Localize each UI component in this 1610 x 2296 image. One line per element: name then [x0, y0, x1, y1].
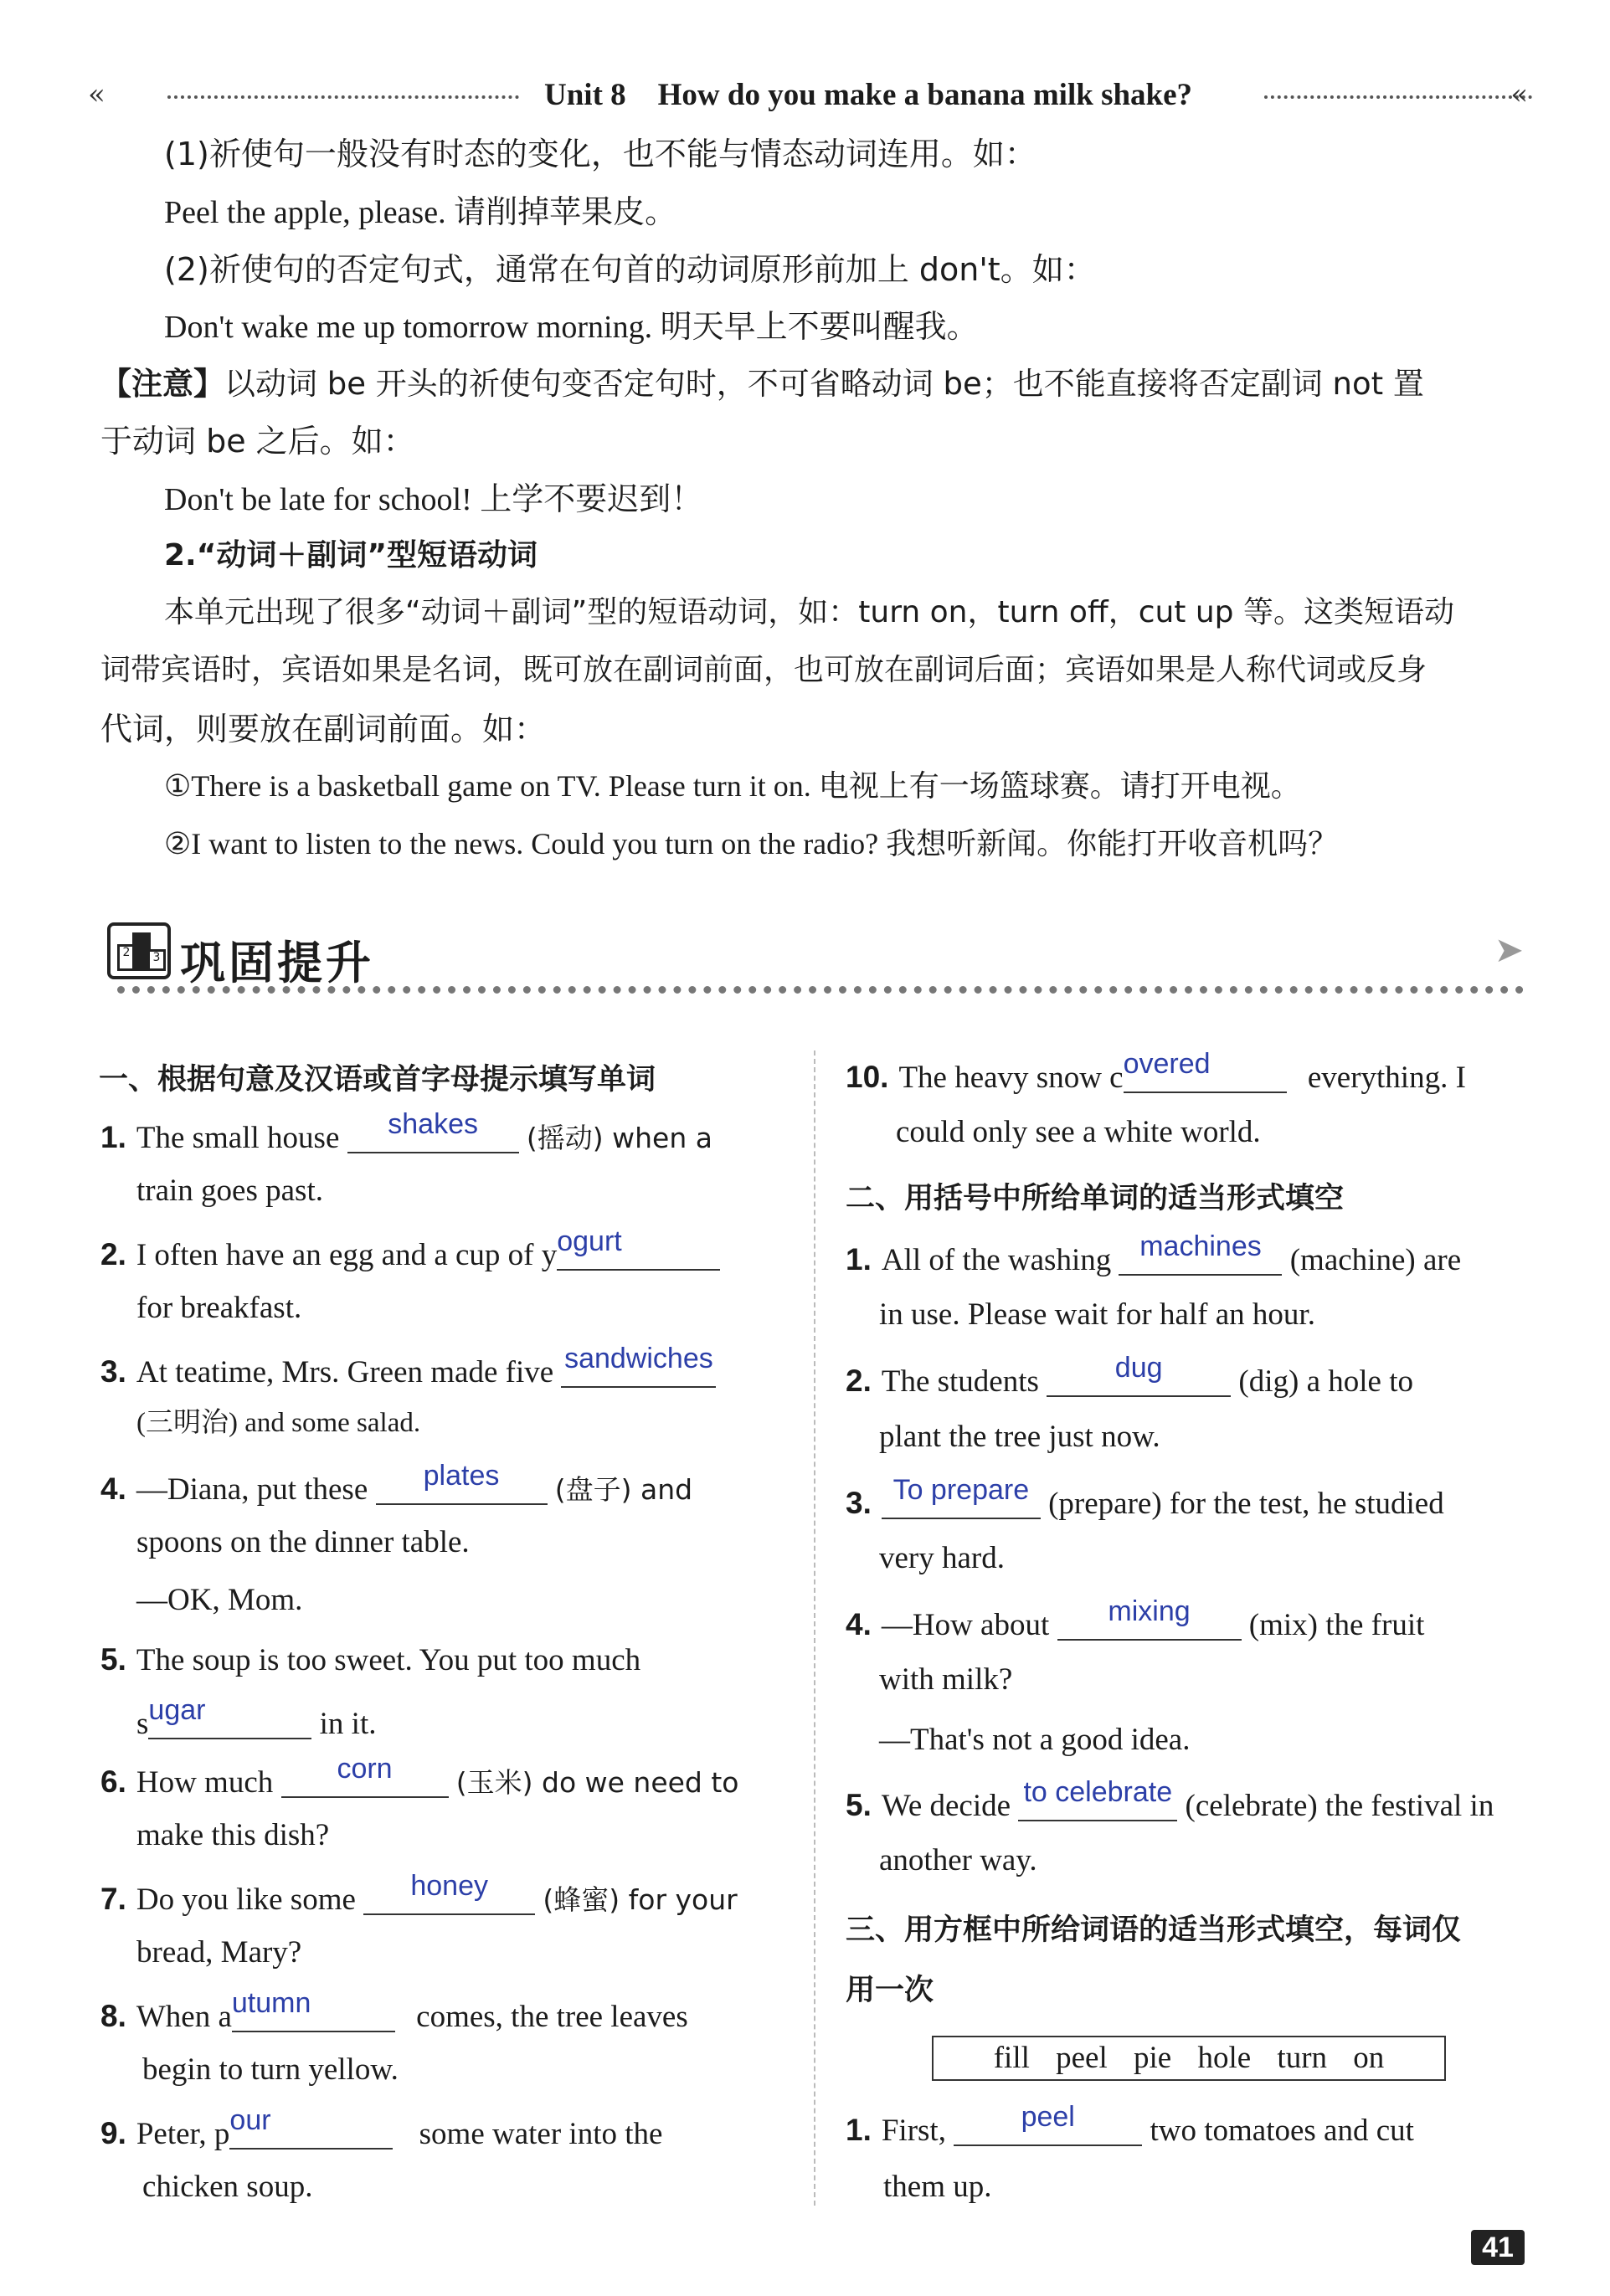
answer-blank[interactable]: our	[229, 2113, 393, 2150]
question-continuation: train goes past.	[136, 1174, 323, 1208]
question-continuation: —That's not a good idea.	[879, 1723, 1191, 1757]
double-chevron-left-icon: «	[88, 78, 105, 111]
note-line: Peel the apple, please. 请削掉苹果皮。	[164, 195, 677, 230]
question: 9. Peter, pour some water into the	[100, 2104, 663, 2151]
question-continuation: another way.	[879, 1843, 1037, 1877]
banner-dotted-rule	[117, 986, 1524, 994]
unit-title	[544, 77, 1192, 113]
header-dotted-rule	[1264, 95, 1532, 99]
page-header	[88, 74, 1528, 120]
answer-blank[interactable]: honey	[363, 1878, 535, 1915]
answer-blank[interactable]: shakes	[347, 1117, 519, 1153]
question-continuation: with milk?	[879, 1662, 1013, 1697]
answer-blank[interactable]: ogurt	[557, 1234, 720, 1271]
subheading: 2.“动词＋副词”型短语动词	[164, 538, 538, 573]
question-continuation: make this dish?	[136, 1818, 330, 1852]
answer-blank[interactable]: to celebrate	[1018, 1785, 1177, 1821]
answer-blank[interactable]: ugar	[148, 1703, 311, 1739]
question: 6. How much corn (玉米) do we need to	[100, 1753, 739, 1800]
question-continuation: spoons on the dinner table.	[136, 1525, 470, 1559]
question: 2. The students dug (dig) a hole to	[846, 1352, 1413, 1399]
question: 8. When autumn comes, the tree leaves	[100, 1987, 688, 2034]
answer-blank[interactable]: peel	[954, 2109, 1142, 2146]
answer-blank[interactable]: To prepare	[882, 1482, 1041, 1519]
note-line: 本单元出现了很多“动词＋副词”型的短语动词，如：turn on，turn off，cut up 等。这类短语动	[164, 595, 1454, 629]
question: 10. The heavy snow covered everything. I	[846, 1048, 1466, 1095]
example-line: ①There is a basketball game on TV. Please turn it on. 电视上有一场篮球赛。请打开电视。	[164, 769, 1301, 803]
note-line: 于动词 be 之后。如：	[100, 423, 415, 460]
double-chevron-left-icon: «	[1510, 78, 1528, 111]
question: 4. —Diana, put these plates (盘子) and	[100, 1460, 693, 1507]
section-heading: 一、根据句意及汉语或首字母提示填写单词	[99, 1063, 656, 1097]
answer-blank[interactable]: dug	[1047, 1360, 1231, 1397]
question-continuation: for breakfast.	[136, 1291, 302, 1325]
note-label: 【注意】	[100, 366, 224, 402]
question-continuation: —OK, Mom.	[136, 1583, 303, 1617]
note-line	[100, 366, 1424, 402]
note-text: 以动词 be 开头的祈使句变否定句时，不可省略动词 be；也不能直接将否定副词 not 置	[224, 366, 1424, 402]
example-line: ②I want to listen to the news. Could you turn on the radio? 我想听新闻。你能打开收音机吗？	[164, 827, 1339, 860]
answer-blank[interactable]: machines	[1119, 1239, 1282, 1276]
note-line: Don't be late for school! 上学不要迟到！	[164, 482, 703, 517]
answer-blank[interactable]: plates	[376, 1468, 548, 1505]
answer-blank[interactable]: sandwiches	[561, 1351, 716, 1388]
question: 5. We decide to celebrate (celebrate) the festival in	[846, 1776, 1494, 1823]
answer-blank[interactable]: overed	[1124, 1056, 1287, 1093]
question-continuation: begin to turn yellow.	[142, 2052, 399, 2087]
question: 1. The small house shakes (摇动) when a	[100, 1108, 712, 1155]
section-banner	[100, 921, 1524, 1000]
question-continuation: chicken soup.	[142, 2170, 313, 2204]
answer-blank[interactable]: utumn	[232, 1996, 395, 2032]
question-continuation: in use. Please wait for half an hour.	[879, 1297, 1315, 1332]
section-heading: 二、用括号中所给单词的适当形式填空	[846, 1182, 1345, 1215]
word-box: fill peel pie hole turn on	[932, 2036, 1446, 2081]
podium-step: 2	[117, 944, 136, 971]
question: 2. I often have an egg and a cup of yogurt	[100, 1234, 720, 1271]
note-line: (2)祈使句的否定句式，通常在句首的动词原形前加上 don't。如：	[164, 251, 1096, 288]
note-line: 词带宾语时，宾语如果是名词，既可放在副词前面，也可放在副词后面；宾语如果是人称代词或反身	[100, 653, 1427, 687]
question: 4. —How about mixing (mix) the fruit	[846, 1595, 1425, 1642]
question: 7. Do you like some honey (蜂蜜) for your	[100, 1870, 738, 1917]
question-continuation: bread, Mary?	[136, 1935, 302, 1970]
note-line: 代词，则要放在副词前面。如：	[100, 711, 547, 747]
question-continuation: plant the tree just now.	[879, 1420, 1160, 1454]
section-heading: 用一次	[846, 1974, 934, 2007]
question: 1. All of the washing machines (machine) are	[846, 1230, 1462, 1277]
note-line: Don't wake me up tomorrow morning. 明天早上不要叫醒我。	[164, 310, 979, 345]
question: 1. First, peel two tomatoes and cut	[846, 2101, 1414, 2148]
banner-title: 巩固提升	[180, 937, 374, 989]
page-number: 41	[1471, 2230, 1525, 2265]
answer-blank[interactable]: mixing	[1057, 1604, 1242, 1641]
column-divider	[814, 1050, 815, 2206]
note-line: (1)祈使句一般没有时态的变化，也不能与情态动词连用。如：	[164, 136, 1036, 172]
question: 3. At teatime, Mrs. Green made five sandwiches	[100, 1351, 716, 1388]
question-continuation: could only see a white world.	[896, 1115, 1261, 1149]
question: 3. To prepare (prepare) for the test, he studied	[846, 1474, 1444, 1521]
question-continuation: (三明治) and some salad.	[136, 1408, 421, 1438]
unit-name: How do you make a banana milk shake?	[657, 78, 1193, 112]
podium-icon	[107, 922, 171, 979]
header-dotted-rule	[167, 95, 519, 99]
podium-step: 3	[147, 949, 166, 971]
question-continuation: very hard.	[879, 1541, 1005, 1575]
section-heading: 三、用方框中所给词语的适当形式填空，每词仅	[846, 1913, 1462, 1947]
rocket-icon: ➤	[1494, 929, 1524, 970]
question-continuation: them up.	[883, 2170, 992, 2204]
question: 5. The soup is too sweet. You put too much	[100, 1642, 641, 1677]
answer-blank[interactable]: corn	[281, 1761, 449, 1798]
question-continuation: sugar in it.	[136, 1694, 377, 1741]
unit-label: Unit 8	[544, 78, 626, 112]
